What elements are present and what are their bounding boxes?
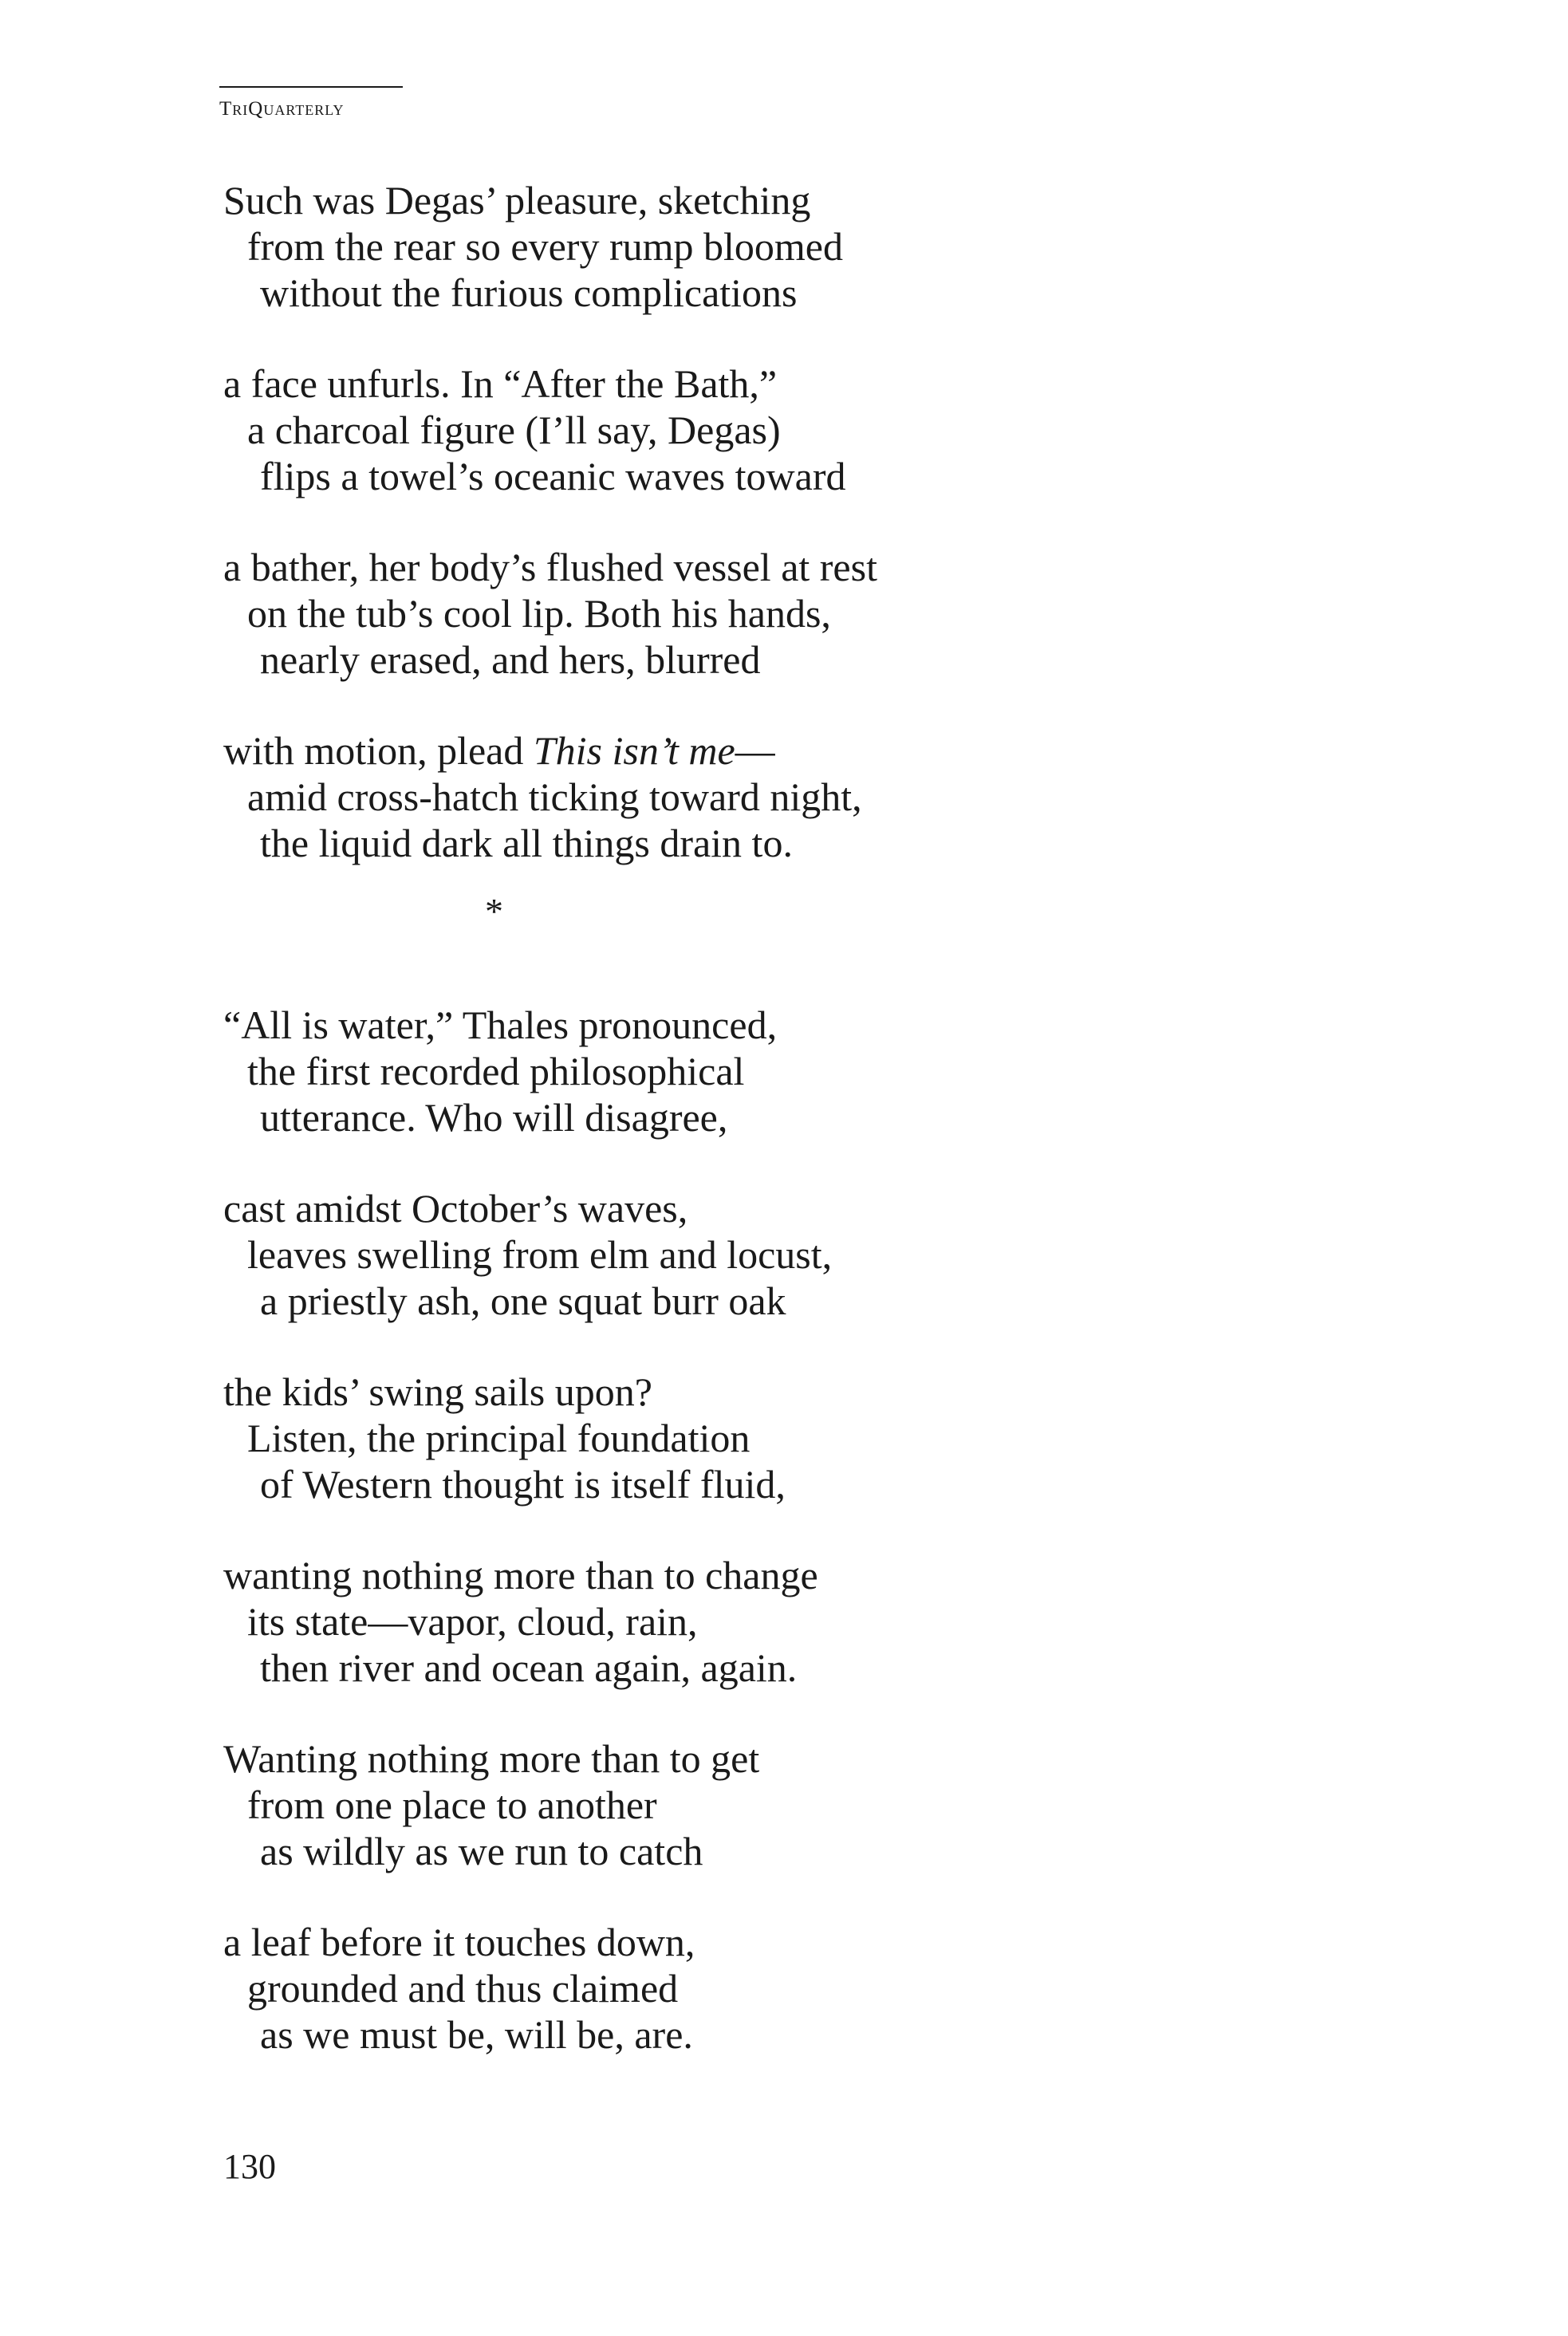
section-break-asterisk: *	[485, 891, 503, 932]
poem-line: leaves swelling from elm and locust,	[247, 1232, 833, 1277]
poem-line: Wanting nothing more than to get	[223, 1736, 760, 1781]
poem-line: a bather, her body’s flushed vessel at rest	[223, 545, 877, 589]
poem-line: a priestly ash, one squat burr oak	[260, 1278, 786, 1323]
poem-line: of Western thought is itself fluid,	[260, 1462, 786, 1507]
poem-line: the kids’ swing sails upon?	[223, 1369, 652, 1414]
poem-line: Listen, the principal foundation	[247, 1416, 751, 1460]
stanza	[223, 1185, 1420, 1324]
line-text: with motion, plead	[223, 728, 534, 773]
poem-line: without the furious complications	[260, 270, 798, 315]
poem-line: a charcoal figure (I’ll say, Degas)	[247, 408, 781, 452]
poem-line: Such was Degas’ pleasure, sketching	[223, 178, 811, 223]
poem-line: on the tub’s cool lip. Both his hands,	[247, 591, 831, 636]
poem-line: cast amidst October’s waves,	[223, 1186, 688, 1231]
stanza	[223, 1552, 1420, 1691]
poem-line: the first recorded philosophical	[247, 1049, 745, 1093]
poem-line: the liquid dark all things drain to.	[260, 821, 793, 865]
poem-line: grounded and thus claimed	[247, 1966, 679, 2011]
poem-line: a leaf before it touches down,	[223, 1920, 695, 1964]
stanza	[223, 1919, 1420, 2058]
stanza	[223, 727, 1420, 866]
stanza	[223, 544, 1420, 683]
poem-line: amid cross-hatch ticking toward night,	[247, 774, 862, 819]
stanza	[223, 1735, 1420, 1874]
poem-line: its state—vapor, cloud, rain,	[247, 1599, 698, 1644]
poem-line	[223, 727, 1420, 774]
stanza	[223, 1002, 1420, 1140]
poem-line: “All is water,” Thales pronounced,	[223, 1003, 778, 1047]
poem-line: then river and ocean again, again.	[260, 1645, 798, 1690]
poem-line: from one place to another	[247, 1783, 657, 1827]
running-head: TriQuarterly	[219, 86, 403, 119]
stanza	[223, 360, 1420, 499]
poem-line: flips a towel’s oceanic waves toward	[260, 454, 846, 498]
stanza	[223, 1369, 1420, 1507]
poem-line: from the rear so every rump bloomed	[247, 224, 843, 269]
em-dash: —	[735, 728, 775, 773]
stanza	[223, 177, 1420, 316]
italic-phrase: This isn’t me	[533, 728, 735, 773]
page-number: 130	[223, 2147, 276, 2186]
poem-line: wanting nothing more than to change	[223, 1553, 818, 1597]
poem	[223, 177, 1420, 2102]
poem-line: a face unfurls. In “After the Bath,”	[223, 361, 778, 406]
poem-line: utterance. Who will disagree,	[260, 1095, 728, 1140]
poem-line: as we must be, will be, are.	[260, 2012, 693, 2057]
poem-line: nearly erased, and hers, blurred	[260, 637, 761, 682]
poem-line: as wildly as we run to catch	[260, 1829, 703, 1873]
